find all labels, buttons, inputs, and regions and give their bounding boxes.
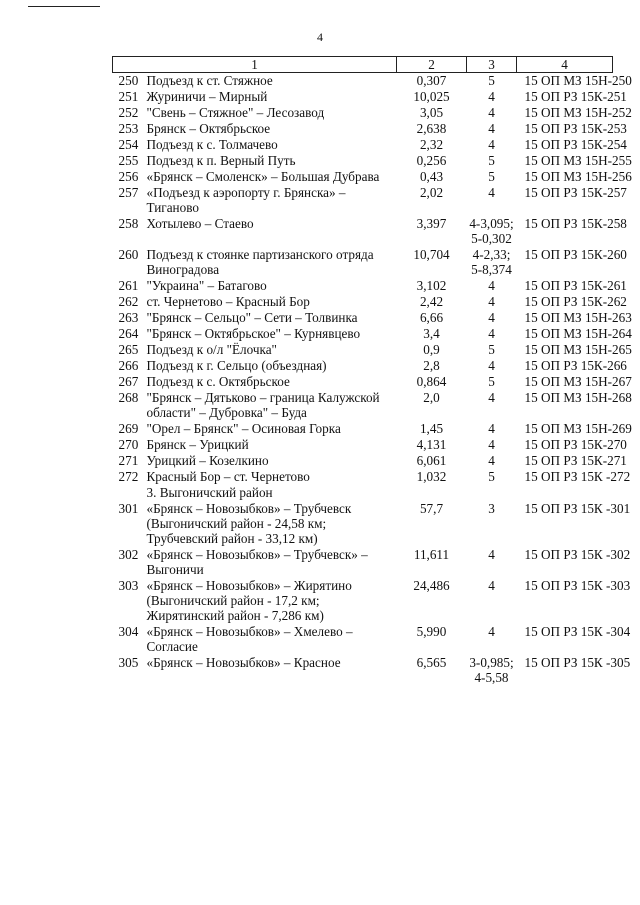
row-number: 305 xyxy=(118,655,139,670)
table-row xyxy=(113,578,613,624)
row-number: 257 xyxy=(118,185,139,200)
row-number: 250 xyxy=(118,73,139,88)
length-cell: 0,256 xyxy=(416,153,447,168)
road-name-cell xyxy=(113,437,397,453)
road-name-cell xyxy=(113,89,397,105)
category-cell: 4 xyxy=(488,121,495,136)
road-name-cell xyxy=(113,358,397,374)
category-cell: 4 xyxy=(488,437,495,452)
length-cell: 6,061 xyxy=(416,453,447,468)
road-name: «Брянск – Новозыбков» – Красное xyxy=(146,655,341,670)
road-name: Урицкий – Козелкино xyxy=(146,453,269,468)
page-number: 4 xyxy=(317,30,323,44)
table-header xyxy=(113,57,613,73)
road-code-cell: 15 ОП МЗ 15Н-255 xyxy=(524,153,632,168)
road-code-cell: 15 ОП РЗ 15К -301 xyxy=(524,501,631,516)
length-cell: 57,7 xyxy=(419,501,444,516)
table-row xyxy=(113,437,613,453)
table-row xyxy=(113,326,613,342)
road-name: "Орел – Брянск" – Осиновая Горка xyxy=(146,421,341,436)
category-cell: 3 xyxy=(488,501,495,516)
row-number: 254 xyxy=(118,137,139,152)
road-code-cell: 15 ОП РЗ 15К -304 xyxy=(524,624,631,639)
category-cell: 5 xyxy=(488,342,495,357)
road-name: «Брянск – Новозыбков» – Хмелево – Согласие xyxy=(146,624,353,654)
length-cell: 2,0 xyxy=(423,390,440,405)
row-number: 264 xyxy=(118,326,139,341)
road-code-cell: 15 ОП МЗ 15Н-269 xyxy=(524,421,632,436)
road-code-cell: 15 ОП РЗ 15К-257 xyxy=(524,185,627,200)
category-cell: 4 xyxy=(488,185,495,200)
road-name-cell xyxy=(113,453,397,469)
row-number: 266 xyxy=(118,358,139,373)
road-code-cell: 15 ОП МЗ 15Н-252 xyxy=(524,105,632,120)
length-cell: 0,43 xyxy=(419,169,444,184)
category-cell: 4 xyxy=(488,390,495,405)
table-row xyxy=(113,137,613,153)
length-cell: 10,704 xyxy=(413,247,450,262)
length-cell: 3,102 xyxy=(416,278,447,293)
road-name: "Брянск – Октябрьское" – Курнявцево xyxy=(146,326,361,341)
road-name-cell xyxy=(113,578,397,624)
category-cell: 4 xyxy=(488,310,495,325)
road-name-cell xyxy=(113,137,397,153)
category-cell: 4 xyxy=(488,547,495,562)
road-name-cell xyxy=(113,216,397,247)
road-code-cell: 15 ОП МЗ 15Н-268 xyxy=(524,390,632,405)
road-name-cell xyxy=(113,73,397,90)
road-name-cell xyxy=(113,153,397,169)
row-number: 260 xyxy=(118,247,139,262)
row-number: 255 xyxy=(118,153,139,168)
road-name-cell xyxy=(113,247,397,278)
table-row xyxy=(113,105,613,121)
road-name: Подъезд к стоянке партизанского отряда Виноградова xyxy=(146,247,374,277)
road-name-cell xyxy=(113,326,397,342)
row-number: 265 xyxy=(118,342,139,357)
category-cell: 5 xyxy=(488,374,495,389)
road-name: «Брянск – Смоленск» – Большая Дубрава xyxy=(146,169,380,184)
road-name: "Брянск – Сельцо" – Сети – Толвинка xyxy=(146,310,358,325)
length-cell: 2,42 xyxy=(419,294,444,309)
table-row xyxy=(113,453,613,469)
roads-table-container xyxy=(112,56,632,686)
table-row xyxy=(113,358,613,374)
category-cell: 4 xyxy=(488,624,495,639)
table-row xyxy=(113,73,613,90)
row-number: 301 xyxy=(118,501,139,516)
road-name-cell xyxy=(113,169,397,185)
row-number: 269 xyxy=(118,421,139,436)
length-cell: 4,131 xyxy=(416,437,447,452)
length-cell: 3,397 xyxy=(416,216,447,231)
road-name: «Брянск – Новозыбков» – Трубчевск» – Выгоничи xyxy=(146,547,368,577)
row-number: 262 xyxy=(118,294,139,309)
category-cell: 4 xyxy=(488,89,495,104)
length-cell: 24,486 xyxy=(413,578,450,593)
length-cell: 0,864 xyxy=(416,374,447,389)
row-number: 271 xyxy=(118,453,139,468)
table-row xyxy=(113,485,613,501)
road-code-cell: 15 ОП РЗ 15К -302 xyxy=(524,547,631,562)
length-cell xyxy=(397,485,467,501)
length-cell: 2,02 xyxy=(419,185,444,200)
length-cell: 2,638 xyxy=(416,121,447,136)
road-name-cell xyxy=(113,469,397,485)
road-name: ст. Чернетово – Красный Бор xyxy=(146,294,310,309)
road-name: Хотылево – Стаево xyxy=(146,216,254,231)
road-name-cell xyxy=(113,294,397,310)
category-cell: 4 xyxy=(488,105,495,120)
table-row xyxy=(113,294,613,310)
table-row xyxy=(113,89,613,105)
row-number: 267 xyxy=(118,374,139,389)
road-name: Красный Бор – ст. Чернетово xyxy=(146,469,310,484)
table-row xyxy=(113,547,613,578)
road-name-cell xyxy=(113,501,397,547)
road-code-cell xyxy=(517,485,613,501)
category-cell: 5 xyxy=(488,469,495,484)
road-name-cell xyxy=(113,485,397,501)
table-row xyxy=(113,390,613,421)
road-name-cell xyxy=(113,185,397,216)
category-cell: 4 xyxy=(488,278,495,293)
category-cell: 4 xyxy=(488,453,495,468)
row-number: 253 xyxy=(118,121,139,136)
road-name: Подъезд к ст. Стяжное xyxy=(146,73,273,88)
top-rule xyxy=(28,6,100,7)
road-code-cell: 15 ОП МЗ 15Н-265 xyxy=(524,342,632,357)
table-row xyxy=(113,121,613,137)
table-row xyxy=(113,310,613,326)
category-cell: 4 xyxy=(488,358,495,373)
road-name: "Брянск – Дятьково – граница Калужской области" – Дубровка" – Буда xyxy=(146,390,380,420)
road-name: 3. Выгоничский район xyxy=(146,485,273,500)
road-code-cell: 15 ОП РЗ 15К-261 xyxy=(524,278,627,293)
road-code-cell: 15 ОП РЗ 15К-251 xyxy=(524,89,627,104)
road-code-cell: 15 ОП РЗ 15К-253 xyxy=(524,121,627,136)
column-header: 4 xyxy=(517,57,613,73)
road-name: Подъезд к г. Сельцо (объездная) xyxy=(146,358,327,373)
row-number: 268 xyxy=(118,390,139,405)
table-row xyxy=(113,278,613,294)
length-cell: 2,32 xyxy=(419,137,444,152)
table-row xyxy=(113,421,613,437)
road-name: «Подъезд к аэропорту г. Брянска» – Тиганово xyxy=(146,185,346,215)
length-cell: 5,990 xyxy=(416,624,447,639)
table-row xyxy=(113,624,613,655)
road-code-cell: 15 ОП МЗ 15Н-250 xyxy=(524,73,632,88)
table-row xyxy=(113,342,613,358)
length-cell: 3,4 xyxy=(423,326,440,341)
table-row xyxy=(113,469,613,485)
road-name: Подъезд к о/л "Ёлочка" xyxy=(146,342,277,357)
length-cell: 2,8 xyxy=(423,358,440,373)
category-cell: 4 xyxy=(488,137,495,152)
road-name-cell xyxy=(113,342,397,358)
road-code-cell: 15 ОП РЗ 15К -272 xyxy=(524,469,631,484)
row-number: 263 xyxy=(118,310,139,325)
length-cell: 3,05 xyxy=(419,105,444,120)
road-code-cell: 15 ОП РЗ 15К-270 xyxy=(524,437,627,452)
road-name: «Брянск – Новозыбков» – Жирятино (Выгоничский район - 17,2 км; Жирятинский район - 7,286 км) xyxy=(146,578,352,623)
length-cell: 6,565 xyxy=(416,655,447,670)
column-header: 3 xyxy=(467,57,517,73)
road-code-cell: 15 ОП РЗ 15К-258 xyxy=(524,216,627,231)
road-name-cell xyxy=(113,547,397,578)
road-name-cell xyxy=(113,390,397,421)
row-number: 304 xyxy=(118,624,139,639)
road-name: "Свень – Стяжное" – Лесозавод xyxy=(146,105,325,120)
category-cell: 4-2,33; 5-8,374 xyxy=(471,247,512,277)
category-cell: 4 xyxy=(488,294,495,309)
row-number: 256 xyxy=(118,169,139,184)
road-name-cell xyxy=(113,624,397,655)
length-cell: 11,611 xyxy=(413,547,450,562)
category-cell: 3-0,985; 4-5,58 xyxy=(469,655,514,685)
road-name: Подъезд к с. Толмачево xyxy=(146,137,278,152)
category-cell: 4 xyxy=(488,326,495,341)
table-row xyxy=(113,185,613,216)
column-header: 1 xyxy=(113,57,397,73)
length-cell: 10,025 xyxy=(413,89,450,104)
table-row xyxy=(113,153,613,169)
roads-table xyxy=(112,56,632,686)
road-name: Подъезд к п. Верный Путь xyxy=(146,153,296,168)
road-name-cell xyxy=(113,374,397,390)
road-name: Брянск – Урицкий xyxy=(146,437,249,452)
length-cell: 1,032 xyxy=(416,469,447,484)
road-code-cell: 15 ОП РЗ 15К-271 xyxy=(524,453,627,468)
row-number: 272 xyxy=(118,469,139,484)
road-code-cell: 15 ОП РЗ 15К -303 xyxy=(524,578,631,593)
table-body xyxy=(113,73,632,687)
table-row xyxy=(113,374,613,390)
road-name-cell xyxy=(113,421,397,437)
road-name: "Украина" – Батагово xyxy=(146,278,267,293)
header-row xyxy=(113,57,613,73)
road-name: Подъезд к с. Октябрьское xyxy=(146,374,290,389)
road-name-cell xyxy=(113,105,397,121)
road-code-cell: 15 ОП МЗ 15Н-256 xyxy=(524,169,632,184)
road-name-cell xyxy=(113,278,397,294)
row-number: 270 xyxy=(118,437,139,452)
row-number: 252 xyxy=(118,105,139,120)
road-name: «Брянск – Новозыбков» – Трубчевск (Выгоничский район - 24,58 км; Трубчевский район - 33,12 км) xyxy=(146,501,352,546)
category-cell xyxy=(467,485,517,501)
table-row xyxy=(113,247,613,278)
length-cell: 1,45 xyxy=(419,421,444,436)
length-cell: 6,66 xyxy=(419,310,444,325)
road-name-cell xyxy=(113,655,397,686)
row-number: 302 xyxy=(118,547,139,562)
table-row xyxy=(113,169,613,185)
table-row xyxy=(113,216,613,247)
row-number: 258 xyxy=(118,216,139,231)
road-name-cell xyxy=(113,121,397,137)
road-code-cell: 15 ОП РЗ 15К-260 xyxy=(524,247,627,262)
column-header: 2 xyxy=(397,57,467,73)
road-code-cell: 15 ОП МЗ 15Н-263 xyxy=(524,310,632,325)
category-cell: 5 xyxy=(488,73,495,88)
road-code-cell: 15 ОП РЗ 15К-254 xyxy=(524,137,627,152)
category-cell: 5 xyxy=(488,153,495,168)
category-cell: 4-3,095; 5-0,302 xyxy=(469,216,514,246)
row-number: 303 xyxy=(118,578,139,593)
category-cell: 4 xyxy=(488,421,495,436)
length-cell: 0,9 xyxy=(423,342,440,357)
road-code-cell: 15 ОП РЗ 15К-266 xyxy=(524,358,627,373)
road-code-cell: 15 ОП РЗ 15К-262 xyxy=(524,294,627,309)
road-code-cell: 15 ОП МЗ 15Н-264 xyxy=(524,326,632,341)
row-number: 261 xyxy=(118,278,139,293)
table-row xyxy=(113,501,613,547)
length-cell: 0,307 xyxy=(416,73,447,88)
road-name: Журиничи – Мирный xyxy=(146,89,268,104)
category-cell: 5 xyxy=(488,169,495,184)
table-row xyxy=(113,655,613,686)
road-name-cell xyxy=(113,310,397,326)
road-code-cell: 15 ОП МЗ 15Н-267 xyxy=(524,374,632,389)
row-number: 251 xyxy=(118,89,139,104)
road-name: Брянск – Октябрьское xyxy=(146,121,271,136)
category-cell: 4 xyxy=(488,578,495,593)
road-code-cell: 15 ОП РЗ 15К -305 xyxy=(524,655,631,670)
